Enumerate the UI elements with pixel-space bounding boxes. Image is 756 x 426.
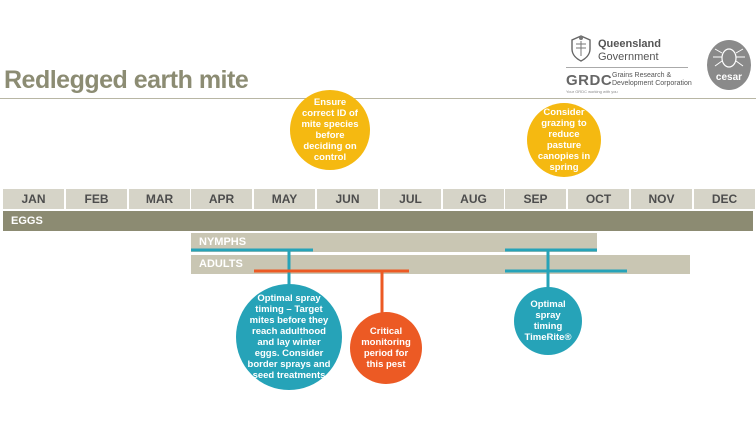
month-mar: MAR: [129, 189, 190, 209]
month-oct: OCT: [568, 189, 629, 209]
adults-label: ADULTS: [199, 258, 243, 270]
month-aug: AUG: [443, 189, 504, 209]
spring-spray-bubble: [514, 287, 582, 355]
monitoring-bubble: [350, 312, 422, 384]
qld-line1: Queensland: [598, 38, 661, 50]
autumn-spray-text: Optimal spray timing – Target mites before they reach adulthood and lay winter eggs. Consider border sprays and seed treatments: [247, 293, 331, 381]
spring-spray-text: Optimal spray timing TimeRite®: [524, 299, 572, 343]
nymphs-label: NYMPHS: [199, 236, 247, 248]
autumn-spray-bubble: [236, 284, 342, 390]
eggs-label: EGGS: [11, 215, 43, 227]
grdc-tagline: Your GRDC working with you: [566, 89, 618, 94]
grdc-line1: Grains Research &: [612, 72, 672, 79]
grdc-line2: Development Corporation: [612, 80, 692, 87]
month-jun: JUN: [317, 189, 378, 209]
month-apr: APR: [191, 189, 252, 209]
month-sep: SEP: [505, 189, 566, 209]
monitoring-text: Critical monitoring period for this pest: [361, 326, 411, 370]
grazing-note-text: Consider grazing to reduce pasture canopies in spring: [537, 107, 591, 173]
month-jul: JUL: [380, 189, 441, 209]
month-feb: FEB: [66, 189, 127, 209]
grdc-wordmark: GRDC: [566, 72, 613, 89]
id-note-text: Ensure correct ID of mite species before deciding on control: [301, 97, 359, 163]
qld-line2: Government: [598, 51, 659, 63]
month-nov: NOV: [631, 189, 692, 209]
month-dec: DEC: [694, 189, 755, 209]
cesar-wordmark: cesar: [715, 72, 743, 83]
page-title: Redlegged earth mite: [4, 66, 249, 94]
month-may: MAY: [254, 189, 315, 209]
month-jan: JAN: [3, 189, 64, 209]
